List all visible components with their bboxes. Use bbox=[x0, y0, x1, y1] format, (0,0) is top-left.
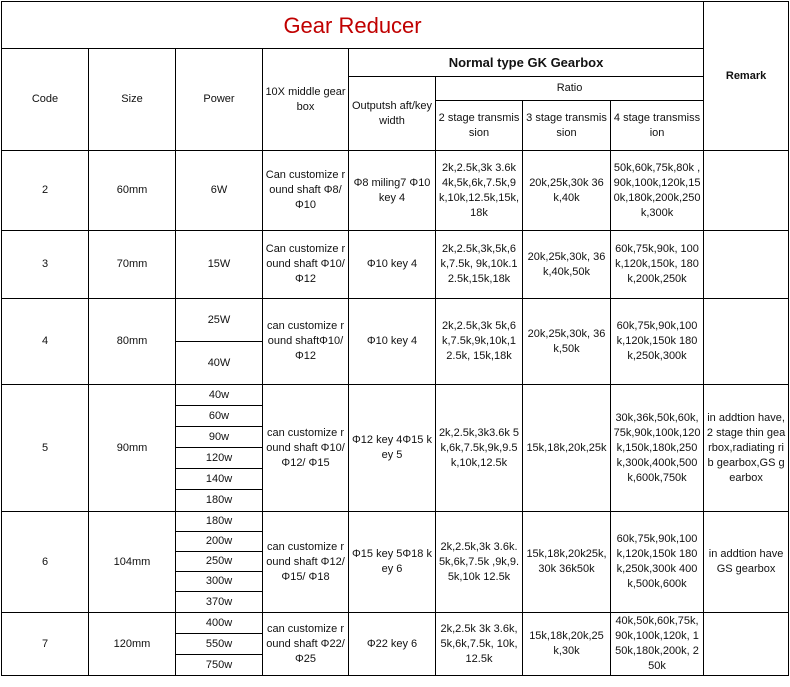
cell-stage4: 50k,60k,75k,80k , 90k,100k,120k,150k,180k,200k,250k,300k bbox=[611, 151, 704, 231]
cell-remark: in addtion have,2 stage thin gearbox,radiating rib gearbox,GS gearbox bbox=[704, 385, 789, 512]
cell-remark bbox=[704, 231, 789, 299]
cell-remark bbox=[704, 613, 789, 676]
table-row bbox=[2, 299, 789, 342]
cell-output: Φ10 key 4 bbox=[349, 299, 436, 385]
cell-stage2: 2k,2.5k 3k 3.6k,5k,6k,7.5k, 10k,12.5k bbox=[436, 613, 523, 676]
header-ratio: Ratio bbox=[436, 77, 704, 101]
cell-code: 3 bbox=[2, 231, 89, 299]
cell-remark: in addtion have GS gearbox bbox=[704, 512, 789, 613]
cell-power: 40W bbox=[176, 342, 263, 385]
header-stage2: 2 stage transmission bbox=[436, 101, 523, 151]
cell-remark bbox=[704, 151, 789, 231]
cell-power: 15W bbox=[176, 231, 263, 299]
header-middle-gearbox: 10X middle gearbox bbox=[263, 49, 349, 151]
table-row bbox=[2, 613, 789, 634]
cell-stage3: 15k,18k,20k25k,30k 36k50k bbox=[523, 512, 611, 613]
header-remark: Remark bbox=[704, 2, 789, 151]
cell-stage3: 20k,25k,30k, 36k,40k,50k bbox=[523, 231, 611, 299]
header-stage4: 4 stage transmission bbox=[611, 101, 704, 151]
table-row bbox=[2, 231, 789, 299]
cell-middle: Can customize round shaft Φ10/Φ12 bbox=[263, 231, 349, 299]
table-title: Gear Reducer bbox=[2, 2, 704, 49]
cell-power: 300w bbox=[176, 572, 263, 592]
cell-power: 250w bbox=[176, 552, 263, 572]
cell-stage4: 60k,75k,90k, 100k,120k,150k, 180k,200k,250k bbox=[611, 231, 704, 299]
cell-output: Φ12 key 4Φ15 key 5 bbox=[349, 385, 436, 512]
table-row bbox=[2, 151, 789, 231]
table-row bbox=[2, 385, 789, 406]
cell-code: 6 bbox=[2, 512, 89, 613]
header-output-shaft: Outputsh aft/key width bbox=[349, 77, 436, 151]
table-row bbox=[2, 512, 789, 532]
cell-power: 90w bbox=[176, 427, 263, 448]
cell-power: 120w bbox=[176, 448, 263, 469]
header-power: Power bbox=[176, 49, 263, 151]
header-stage3: 3 stage transmission bbox=[523, 101, 611, 151]
cell-stage3: 20k,25k,30k, 36k,50k bbox=[523, 299, 611, 385]
cell-middle: can customize round shaft Φ12/Φ15/ Φ18 bbox=[263, 512, 349, 613]
cell-stage4: 30k,36k,50k,60k,75k,90k,100k,120k,150k,180k,250k,300k,400k,500k,600k,750k bbox=[611, 385, 704, 512]
cell-output: Φ10 key 4 bbox=[349, 231, 436, 299]
cell-middle: can customize round shaft Φ10/Φ12/ Φ15 bbox=[263, 385, 349, 512]
cell-code: 5 bbox=[2, 385, 89, 512]
cell-power: 180w bbox=[176, 512, 263, 532]
cell-power: 750w bbox=[176, 655, 263, 676]
cell-power: 25W bbox=[176, 299, 263, 342]
cell-stage4: 40k,50k,60k,75k,90k,100k,120k, 150k,180k,200k, 250k bbox=[611, 613, 704, 676]
header-size: Size bbox=[89, 49, 176, 151]
cell-output: Φ15 key 5Φ18 key 6 bbox=[349, 512, 436, 613]
cell-stage2: 2k,2.5k,3k 5k,6k,7.5k,9k,10k,12.5k, 15k,18k bbox=[436, 299, 523, 385]
cell-code: 4 bbox=[2, 299, 89, 385]
cell-code: 7 bbox=[2, 613, 89, 676]
header-code: Code bbox=[2, 49, 89, 151]
cell-power: 550w bbox=[176, 634, 263, 655]
cell-size: 80mm bbox=[89, 299, 176, 385]
cell-stage4: 60k,75k,90k,100k,120k,150k 180k,250k,300k bbox=[611, 299, 704, 385]
header-normal-type: Normal type GK Gearbox bbox=[349, 49, 704, 77]
cell-power: 400w bbox=[176, 613, 263, 634]
cell-stage4: 60k,75k,90k,100k,120k,150k 180k,250k,300k 400k,500k,600k bbox=[611, 512, 704, 613]
cell-size: 60mm bbox=[89, 151, 176, 231]
cell-stage3: 15k,18k,20k,25k,30k bbox=[523, 613, 611, 676]
cell-stage2: 2k,2.5k,3k,5k,6k,7.5k, 9k,10k.12.5k,15k,18k bbox=[436, 231, 523, 299]
cell-size: 90mm bbox=[89, 385, 176, 512]
cell-power: 140w bbox=[176, 469, 263, 490]
cell-power: 6W bbox=[176, 151, 263, 231]
cell-stage3: 15k,18k,20k,25k bbox=[523, 385, 611, 512]
cell-middle: can customize round shaftΦ10/Φ12 bbox=[263, 299, 349, 385]
cell-middle: Can customize round shaft Φ8/Φ10 bbox=[263, 151, 349, 231]
cell-stage3: 20k,25k,30k 36k,40k bbox=[523, 151, 611, 231]
cell-output: Φ8 miling7 Φ10 key 4 bbox=[349, 151, 436, 231]
cell-stage2: 2k,2.5k,3k 3.6k 4k,5k,6k,7.5k,9k,10k,12.5k,15k,18k bbox=[436, 151, 523, 231]
cell-stage2: 2k,2.5k,3k 3.6k.5k,6k,7.5k ,9k,9.5k,10k 12.5k bbox=[436, 512, 523, 613]
cell-size: 120mm bbox=[89, 613, 176, 676]
cell-output: Φ22 key 6 bbox=[349, 613, 436, 676]
cell-power: 40w bbox=[176, 385, 263, 406]
cell-middle: can customize round shaft Φ22/ Φ25 bbox=[263, 613, 349, 676]
gear-reducer-table bbox=[1, 1, 789, 676]
cell-stage2: 2k,2.5k,3k3.6k 5k,6k,7.5k,9k,9.5k,10k,12.5k bbox=[436, 385, 523, 512]
cell-remark bbox=[704, 299, 789, 385]
cell-power: 180w bbox=[176, 490, 263, 512]
cell-power: 370w bbox=[176, 592, 263, 613]
cell-power: 200w bbox=[176, 532, 263, 552]
cell-size: 70mm bbox=[89, 231, 176, 299]
cell-code: 2 bbox=[2, 151, 89, 231]
cell-size: 104mm bbox=[89, 512, 176, 613]
cell-power: 60w bbox=[176, 406, 263, 427]
